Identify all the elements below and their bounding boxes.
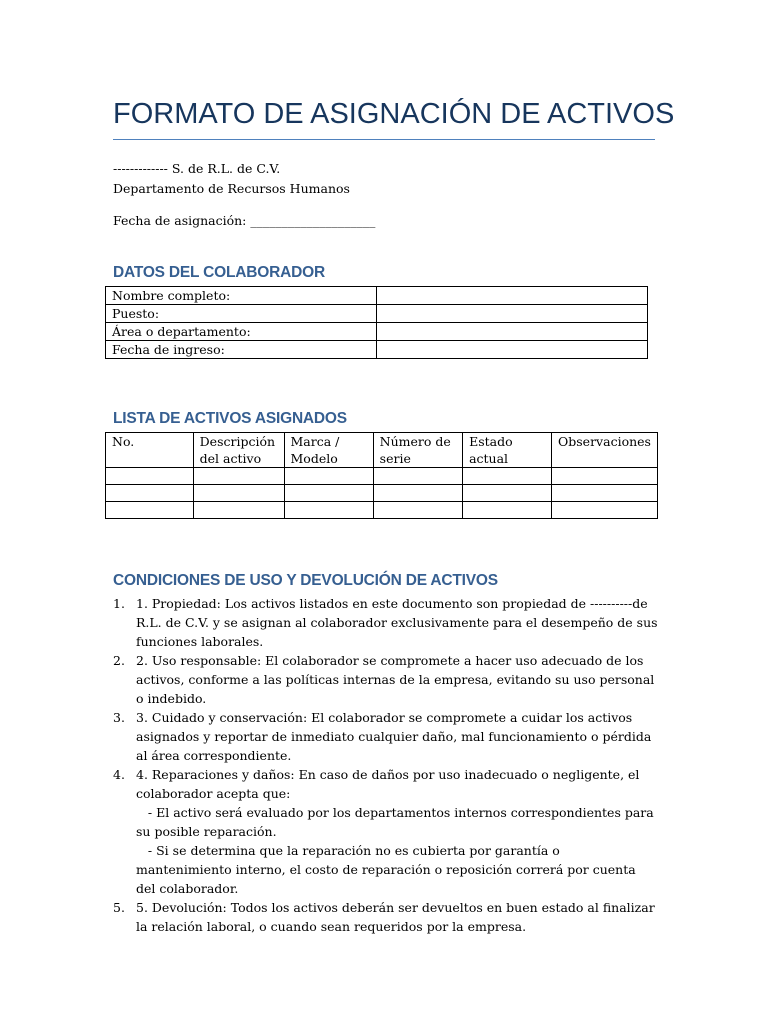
table-row — [106, 502, 658, 519]
table-cell — [463, 502, 552, 519]
column-header: Marca / Modelo — [284, 433, 373, 468]
table-cell — [373, 485, 462, 502]
collaborator-label: Nombre completo: — [106, 287, 377, 305]
collaborator-value — [377, 287, 648, 305]
table-row — [106, 305, 648, 323]
table-row — [106, 485, 658, 502]
collaborator-label: Fecha de ingreso: — [106, 341, 377, 359]
table-cell — [373, 468, 462, 485]
table-cell — [284, 468, 373, 485]
table-cell — [552, 502, 658, 519]
column-header: Estado actual — [463, 433, 552, 468]
list-item — [113, 594, 658, 651]
assignment-date-line: Fecha de asignación: ____________________ — [113, 213, 376, 228]
conditions-heading: CONDICIONES DE USO Y DEVOLUCIÓN DE ACTIVOS — [113, 572, 498, 589]
collaborator-value — [377, 341, 648, 359]
condition-subitem: - Si se determina que la reparación no es cubierta por garantía o mantenimiento interno, el costo de reparación o reposición correrá por cuenta del colaborador. — [136, 843, 640, 896]
table-row — [106, 468, 658, 485]
table-cell — [106, 502, 194, 519]
table-cell — [463, 485, 552, 502]
table-cell — [193, 485, 284, 502]
condition-text: 4. Reparaciones y daños: En caso de daños por uso inadecuado o negligente, el colaborador acepta que: — [136, 767, 640, 801]
column-header: Descripción del activo — [193, 433, 284, 468]
column-header: Observaciones — [552, 433, 658, 468]
list-number: 3. — [113, 710, 125, 725]
list-number: 2. — [113, 653, 125, 668]
table-cell — [284, 485, 373, 502]
table-cell — [284, 502, 373, 519]
collaborator-label: Puesto: — [106, 305, 377, 323]
department-line: Departamento de Recursos Humanos — [113, 181, 350, 196]
collaborator-value — [377, 305, 648, 323]
column-header: Número de serie — [373, 433, 462, 468]
table-cell — [106, 485, 194, 502]
table-row — [106, 323, 648, 341]
list-number: 4. — [113, 767, 125, 782]
collaborator-value — [377, 323, 648, 341]
document-title: FORMATO DE ASIGNACIÓN DE ACTIVOS — [113, 98, 675, 130]
list-number: 1. — [113, 596, 125, 611]
list-item — [113, 765, 658, 898]
condition-text: 5. Devolución: Todos los activos deberán ser devueltos en buen estado al finalizar la relación laboral, o cuando sean requeridos por la empresa. — [136, 900, 655, 934]
list-item — [113, 651, 658, 708]
table-row — [106, 287, 648, 305]
table-cell — [552, 485, 658, 502]
table-cell — [193, 468, 284, 485]
condition-subitem: - El activo será evaluado por los departamentos internos correspondientes para su posible reparación. — [136, 805, 658, 839]
collaborator-label: Área o departamento: — [106, 323, 377, 341]
table-cell — [373, 502, 462, 519]
list-item — [113, 708, 658, 765]
list-number: 5. — [113, 900, 125, 915]
table-cell — [552, 468, 658, 485]
company-line: ------------- S. de R.L. de C.V. — [113, 161, 281, 176]
assets-table — [105, 432, 658, 519]
collaborator-heading: DATOS DEL COLABORADOR — [113, 264, 325, 281]
table-row — [106, 341, 648, 359]
table-header-row — [106, 433, 658, 468]
table-cell — [106, 468, 194, 485]
collaborator-table — [105, 286, 648, 359]
column-header: No. — [106, 433, 194, 468]
condition-text: 2. Uso responsable: El colaborador se compromete a hacer uso adecuado de los activos, conforme a las políticas internas de la empresa, evitando su uso personal o indebido. — [136, 653, 655, 706]
list-item — [113, 898, 658, 936]
title-divider — [113, 139, 655, 140]
condition-text: 1. Propiedad: Los activos listados en este documento son propiedad de ----------de R.L. de C.V. y se asignan al colaborador exclusivamente para el desempeño de sus funciones laborales. — [136, 596, 658, 649]
table-cell — [463, 468, 552, 485]
conditions-list — [113, 594, 658, 936]
assets-heading: LISTA DE ACTIVOS ASIGNADOS — [113, 410, 347, 427]
condition-text: 3. Cuidado y conservación: El colaborador se compromete a cuidar los activos asignados y reportar de inmediato cualquier daño, mal funcionamiento o pérdida al área correspondiente. — [136, 710, 652, 763]
table-cell — [193, 502, 284, 519]
